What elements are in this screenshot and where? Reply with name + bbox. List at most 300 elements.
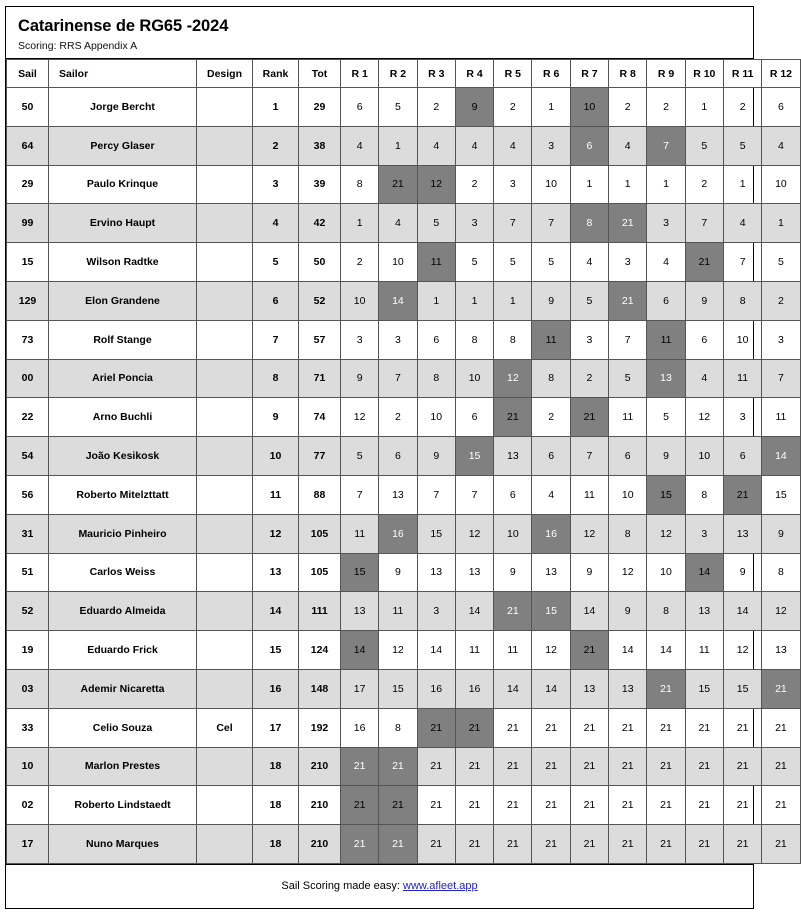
cell-race-score: 16 bbox=[455, 669, 493, 708]
cell-race-score: 6 bbox=[647, 281, 685, 320]
cell-sail: 99 bbox=[7, 204, 49, 243]
cell-race-score: 10 bbox=[762, 165, 800, 204]
cell-race-score: 2 bbox=[723, 88, 761, 127]
cell-race-score: 5 bbox=[417, 204, 455, 243]
cell-race-score: 7 bbox=[570, 437, 608, 476]
cell-race-score: 10 bbox=[685, 437, 723, 476]
cell-race-score: 10 bbox=[609, 475, 647, 514]
cell-sailor: Wilson Radtke bbox=[49, 243, 197, 282]
cell-rank: 1 bbox=[253, 88, 299, 127]
cell-race-score: 9 bbox=[762, 514, 800, 553]
cell-race-score: 2 bbox=[609, 88, 647, 127]
cell-race-score: 9 bbox=[609, 592, 647, 631]
cell-sailor: Marlon Prestes bbox=[49, 747, 197, 786]
column-header-sailor: Sailor bbox=[49, 60, 197, 88]
cell-sailor: Eduardo Frick bbox=[49, 631, 197, 670]
cell-design bbox=[197, 786, 253, 825]
cell-race-score: 21 bbox=[455, 708, 493, 747]
cell-rank: 11 bbox=[253, 475, 299, 514]
cell-rank: 8 bbox=[253, 359, 299, 398]
cell-race-score: 8 bbox=[341, 165, 379, 204]
cell-race-score: 21 bbox=[417, 747, 455, 786]
cell-race-score: 9 bbox=[570, 553, 608, 592]
cell-total: 192 bbox=[299, 708, 341, 747]
cell-design bbox=[197, 243, 253, 282]
cell-race-score: 11 bbox=[723, 359, 761, 398]
footer-label: Sail Scoring made easy: bbox=[281, 880, 404, 893]
cell-design bbox=[197, 825, 253, 864]
cell-race-score: 21 bbox=[762, 786, 800, 825]
cell-race-score: 7 bbox=[647, 126, 685, 165]
cell-race-score: 9 bbox=[723, 553, 761, 592]
cell-race-score: 6 bbox=[609, 437, 647, 476]
cell-race-score: 21 bbox=[647, 747, 685, 786]
cell-sailor: Mauricio Pinheiro bbox=[49, 514, 197, 553]
cell-race-score: 9 bbox=[532, 281, 570, 320]
cell-race-score: 21 bbox=[570, 631, 608, 670]
cell-race-score: 21 bbox=[455, 747, 493, 786]
cell-sail: 19 bbox=[7, 631, 49, 670]
column-header-r-12: R 12 bbox=[762, 60, 800, 88]
cell-race-score: 21 bbox=[417, 708, 455, 747]
cell-race-score: 21 bbox=[723, 786, 761, 825]
cell-race-score: 21 bbox=[379, 825, 417, 864]
column-header-r-5: R 5 bbox=[494, 60, 532, 88]
cell-race-score: 7 bbox=[532, 204, 570, 243]
cell-race-score: 21 bbox=[494, 398, 532, 437]
cell-total: 124 bbox=[299, 631, 341, 670]
cell-race-score: 10 bbox=[647, 553, 685, 592]
cell-race-score: 4 bbox=[455, 126, 493, 165]
cell-race-score: 7 bbox=[455, 475, 493, 514]
scoring-system-label: Scoring: RRS Appendix A bbox=[18, 40, 138, 52]
cell-sail: 129 bbox=[7, 281, 49, 320]
cell-design bbox=[197, 553, 253, 592]
cell-race-score: 5 bbox=[379, 88, 417, 127]
cell-rank: 18 bbox=[253, 747, 299, 786]
cell-race-score: 15 bbox=[762, 475, 800, 514]
cell-race-score: 1 bbox=[685, 88, 723, 127]
cell-race-score: 21 bbox=[494, 708, 532, 747]
cell-race-score: 21 bbox=[570, 747, 608, 786]
cell-race-score: 6 bbox=[341, 88, 379, 127]
cell-race-score: 4 bbox=[417, 126, 455, 165]
cell-race-score: 8 bbox=[723, 281, 761, 320]
cell-race-score: 21 bbox=[494, 786, 532, 825]
cell-race-score: 21 bbox=[762, 825, 800, 864]
cell-race-score: 5 bbox=[455, 243, 493, 282]
cell-race-score: 5 bbox=[609, 359, 647, 398]
cell-rank: 14 bbox=[253, 592, 299, 631]
cell-race-score: 11 bbox=[647, 320, 685, 359]
cell-design bbox=[197, 631, 253, 670]
cell-race-score: 4 bbox=[762, 126, 800, 165]
cell-race-score: 4 bbox=[723, 204, 761, 243]
cell-race-score: 14 bbox=[723, 592, 761, 631]
cell-race-score: 21 bbox=[570, 708, 608, 747]
cell-race-score: 8 bbox=[570, 204, 608, 243]
cell-race-score: 3 bbox=[570, 320, 608, 359]
table-row bbox=[7, 786, 801, 825]
table-row bbox=[7, 281, 801, 320]
cell-race-score: 21 bbox=[723, 475, 761, 514]
cell-race-score: 15 bbox=[647, 475, 685, 514]
cell-rank: 6 bbox=[253, 281, 299, 320]
cell-total: 39 bbox=[299, 165, 341, 204]
column-header-rank: Rank bbox=[253, 60, 299, 88]
cell-race-score: 12 bbox=[570, 514, 608, 553]
cell-race-score: 21 bbox=[455, 786, 493, 825]
cell-race-score: 12 bbox=[762, 592, 800, 631]
cell-race-score: 12 bbox=[341, 398, 379, 437]
cell-race-score: 21 bbox=[609, 281, 647, 320]
cell-race-score: 21 bbox=[494, 592, 532, 631]
cell-race-score: 6 bbox=[570, 126, 608, 165]
cell-race-score: 21 bbox=[762, 747, 800, 786]
cell-race-score: 2 bbox=[647, 88, 685, 127]
cell-total: 88 bbox=[299, 475, 341, 514]
cell-race-score: 1 bbox=[723, 165, 761, 204]
table-row bbox=[7, 631, 801, 670]
cell-race-score: 21 bbox=[570, 786, 608, 825]
cell-total: 77 bbox=[299, 437, 341, 476]
cell-sailor: Elon Grandene bbox=[49, 281, 197, 320]
cell-sail: 03 bbox=[7, 669, 49, 708]
cell-race-score: 21 bbox=[379, 786, 417, 825]
footer bbox=[6, 864, 753, 908]
cell-race-score: 21 bbox=[532, 708, 570, 747]
cell-race-score: 11 bbox=[455, 631, 493, 670]
cell-total: 111 bbox=[299, 592, 341, 631]
table-row bbox=[7, 669, 801, 708]
cell-design bbox=[197, 669, 253, 708]
cell-race-score: 14 bbox=[417, 631, 455, 670]
cell-race-score: 7 bbox=[341, 475, 379, 514]
cell-total: 105 bbox=[299, 553, 341, 592]
cell-race-score: 8 bbox=[455, 320, 493, 359]
cell-sailor: Nuno Marques bbox=[49, 825, 197, 864]
cell-race-score: 9 bbox=[494, 553, 532, 592]
cell-race-score: 1 bbox=[455, 281, 493, 320]
cell-sailor: Roberto Mitelzttatt bbox=[49, 475, 197, 514]
cell-race-score: 15 bbox=[532, 592, 570, 631]
cell-race-score: 12 bbox=[455, 514, 493, 553]
cell-sailor: Roberto Lindstaedt bbox=[49, 786, 197, 825]
cell-race-score: 6 bbox=[417, 320, 455, 359]
column-header-tot: Tot bbox=[299, 60, 341, 88]
cell-rank: 9 bbox=[253, 398, 299, 437]
column-header-design: Design bbox=[197, 60, 253, 88]
cell-race-score: 14 bbox=[570, 592, 608, 631]
column-header-r-11: R 11 bbox=[723, 60, 761, 88]
cell-race-score: 21 bbox=[647, 786, 685, 825]
cell-race-score: 21 bbox=[723, 825, 761, 864]
cell-sail: 73 bbox=[7, 320, 49, 359]
cell-race-score: 1 bbox=[532, 88, 570, 127]
cell-race-score: 2 bbox=[532, 398, 570, 437]
cell-sailor: Percy Glaser bbox=[49, 126, 197, 165]
cell-race-score: 2 bbox=[570, 359, 608, 398]
cell-race-score: 3 bbox=[417, 592, 455, 631]
cell-race-score: 13 bbox=[723, 514, 761, 553]
cell-race-score: 21 bbox=[417, 786, 455, 825]
cell-race-score: 9 bbox=[417, 437, 455, 476]
cell-race-score: 8 bbox=[762, 553, 800, 592]
cell-sail: 31 bbox=[7, 514, 49, 553]
cell-race-score: 21 bbox=[609, 747, 647, 786]
cell-race-score: 4 bbox=[379, 204, 417, 243]
cell-race-score: 1 bbox=[570, 165, 608, 204]
cell-sailor: Ademir Nicaretta bbox=[49, 669, 197, 708]
cell-rank: 17 bbox=[253, 708, 299, 747]
cell-race-score: 21 bbox=[609, 204, 647, 243]
cell-race-score: 7 bbox=[494, 204, 532, 243]
column-header-r-2: R 2 bbox=[379, 60, 417, 88]
cell-sailor: Arno Buchli bbox=[49, 398, 197, 437]
cell-total: 210 bbox=[299, 786, 341, 825]
cell-race-score: 13 bbox=[455, 553, 493, 592]
cell-race-score: 1 bbox=[609, 165, 647, 204]
cell-race-score: 13 bbox=[685, 592, 723, 631]
cell-race-score: 12 bbox=[609, 553, 647, 592]
table-row bbox=[7, 708, 801, 747]
cell-race-score: 13 bbox=[570, 669, 608, 708]
cell-race-score: 21 bbox=[379, 747, 417, 786]
cell-race-score: 11 bbox=[685, 631, 723, 670]
table-row bbox=[7, 475, 801, 514]
cell-sail: 29 bbox=[7, 165, 49, 204]
cell-race-score: 16 bbox=[341, 708, 379, 747]
cell-total: 74 bbox=[299, 398, 341, 437]
cell-race-score: 12 bbox=[685, 398, 723, 437]
cell-rank: 2 bbox=[253, 126, 299, 165]
cell-race-score: 3 bbox=[647, 204, 685, 243]
cell-sail: 52 bbox=[7, 592, 49, 631]
cell-race-score: 15 bbox=[723, 669, 761, 708]
cell-race-score: 3 bbox=[494, 165, 532, 204]
column-header-r-4: R 4 bbox=[455, 60, 493, 88]
table-row bbox=[7, 126, 801, 165]
cell-race-score: 3 bbox=[455, 204, 493, 243]
cell-total: 210 bbox=[299, 747, 341, 786]
cell-race-score: 10 bbox=[379, 243, 417, 282]
cell-race-score: 8 bbox=[685, 475, 723, 514]
cell-sail: 17 bbox=[7, 825, 49, 864]
cell-race-score: 1 bbox=[341, 204, 379, 243]
cell-race-score: 21 bbox=[762, 708, 800, 747]
cell-total: 148 bbox=[299, 669, 341, 708]
cell-race-score: 12 bbox=[379, 631, 417, 670]
cell-race-score: 4 bbox=[570, 243, 608, 282]
cell-race-score: 11 bbox=[341, 514, 379, 553]
cell-race-score: 12 bbox=[494, 359, 532, 398]
cell-race-score: 13 bbox=[341, 592, 379, 631]
table-row bbox=[7, 747, 801, 786]
cell-race-score: 3 bbox=[532, 126, 570, 165]
cell-race-score: 6 bbox=[685, 320, 723, 359]
cell-race-score: 8 bbox=[494, 320, 532, 359]
cell-sailor: Paulo Krinque bbox=[49, 165, 197, 204]
cell-race-score: 14 bbox=[494, 669, 532, 708]
cell-design bbox=[197, 204, 253, 243]
cell-design bbox=[197, 398, 253, 437]
cell-race-score: 7 bbox=[379, 359, 417, 398]
table-row bbox=[7, 592, 801, 631]
cell-race-score: 21 bbox=[379, 165, 417, 204]
cell-race-score: 21 bbox=[341, 786, 379, 825]
cell-race-score: 21 bbox=[647, 669, 685, 708]
results-frame bbox=[5, 6, 792, 909]
cell-race-score: 5 bbox=[570, 281, 608, 320]
cell-race-score: 5 bbox=[494, 243, 532, 282]
cell-race-score: 6 bbox=[455, 398, 493, 437]
cell-race-score: 21 bbox=[532, 825, 570, 864]
cell-race-score: 7 bbox=[762, 359, 800, 398]
cell-race-score: 12 bbox=[723, 631, 761, 670]
cell-sail: 22 bbox=[7, 398, 49, 437]
cell-race-score: 21 bbox=[494, 825, 532, 864]
cell-race-score: 10 bbox=[341, 281, 379, 320]
cell-race-score: 21 bbox=[762, 669, 800, 708]
cell-race-score: 8 bbox=[379, 708, 417, 747]
cell-race-score: 21 bbox=[455, 825, 493, 864]
cell-race-score: 2 bbox=[685, 165, 723, 204]
cell-race-score: 10 bbox=[417, 398, 455, 437]
cell-race-score: 21 bbox=[723, 747, 761, 786]
cell-rank: 18 bbox=[253, 786, 299, 825]
cell-race-score: 4 bbox=[685, 359, 723, 398]
cell-design bbox=[197, 747, 253, 786]
column-header-r-3: R 3 bbox=[417, 60, 455, 88]
table-row bbox=[7, 514, 801, 553]
cell-race-score: 16 bbox=[379, 514, 417, 553]
cell-race-score: 8 bbox=[532, 359, 570, 398]
cell-race-score: 5 bbox=[685, 126, 723, 165]
cell-race-score: 14 bbox=[762, 437, 800, 476]
cell-race-score: 12 bbox=[647, 514, 685, 553]
cell-rank: 13 bbox=[253, 553, 299, 592]
cell-race-score: 3 bbox=[379, 320, 417, 359]
cell-race-score: 16 bbox=[417, 669, 455, 708]
cell-race-score: 8 bbox=[609, 514, 647, 553]
cell-race-score: 5 bbox=[647, 398, 685, 437]
cell-sail: 54 bbox=[7, 437, 49, 476]
cell-race-score: 17 bbox=[341, 669, 379, 708]
cell-race-score: 21 bbox=[685, 825, 723, 864]
cell-race-score: 5 bbox=[341, 437, 379, 476]
cell-race-score: 7 bbox=[685, 204, 723, 243]
cell-sailor: Carlos Weiss bbox=[49, 553, 197, 592]
cell-total: 29 bbox=[299, 88, 341, 127]
cell-race-score: 6 bbox=[762, 88, 800, 127]
cell-race-score: 13 bbox=[494, 437, 532, 476]
cell-race-score: 21 bbox=[723, 708, 761, 747]
cell-race-score: 21 bbox=[570, 398, 608, 437]
cell-race-score: 11 bbox=[494, 631, 532, 670]
cell-race-score: 3 bbox=[341, 320, 379, 359]
cell-race-score: 10 bbox=[570, 88, 608, 127]
cell-race-score: 9 bbox=[685, 281, 723, 320]
cell-sail: 10 bbox=[7, 747, 49, 786]
cell-rank: 10 bbox=[253, 437, 299, 476]
cell-total: 210 bbox=[299, 825, 341, 864]
table-body bbox=[7, 88, 801, 864]
cell-sail: 50 bbox=[7, 88, 49, 127]
cell-design bbox=[197, 126, 253, 165]
column-header-r-10: R 10 bbox=[685, 60, 723, 88]
cell-sailor: Jorge Bercht bbox=[49, 88, 197, 127]
cell-design bbox=[197, 359, 253, 398]
cell-race-score: 16 bbox=[532, 514, 570, 553]
cell-race-score: 10 bbox=[455, 359, 493, 398]
cell-race-score: 14 bbox=[455, 592, 493, 631]
cell-race-score: 7 bbox=[723, 243, 761, 282]
cell-race-score: 21 bbox=[417, 825, 455, 864]
table-row bbox=[7, 243, 801, 282]
cell-race-score: 4 bbox=[532, 475, 570, 514]
cell-race-score: 9 bbox=[455, 88, 493, 127]
cell-race-score: 21 bbox=[647, 825, 685, 864]
cell-design bbox=[197, 320, 253, 359]
cell-total: 71 bbox=[299, 359, 341, 398]
cell-race-score: 11 bbox=[609, 398, 647, 437]
afleet-link[interactable]: www.afleet.app bbox=[403, 880, 478, 893]
cell-race-score: 13 bbox=[532, 553, 570, 592]
table-header bbox=[7, 60, 801, 88]
cell-race-score: 9 bbox=[379, 553, 417, 592]
cell-race-score: 21 bbox=[570, 825, 608, 864]
results-table bbox=[6, 59, 801, 864]
cell-race-score: 4 bbox=[609, 126, 647, 165]
cell-sail: 02 bbox=[7, 786, 49, 825]
cell-race-score: 7 bbox=[417, 475, 455, 514]
cell-race-score: 9 bbox=[647, 437, 685, 476]
cell-race-score: 3 bbox=[723, 398, 761, 437]
cell-sail: 56 bbox=[7, 475, 49, 514]
column-header-sail: Sail bbox=[7, 60, 49, 88]
column-header-r-6: R 6 bbox=[532, 60, 570, 88]
table-row bbox=[7, 165, 801, 204]
cell-race-score: 3 bbox=[609, 243, 647, 282]
cell-race-score: 21 bbox=[685, 786, 723, 825]
cell-race-score: 1 bbox=[762, 204, 800, 243]
cell-sailor: Eduardo Almeida bbox=[49, 592, 197, 631]
cell-rank: 15 bbox=[253, 631, 299, 670]
table-row bbox=[7, 88, 801, 127]
cell-race-score: 1 bbox=[494, 281, 532, 320]
table-row bbox=[7, 359, 801, 398]
cell-race-score: 2 bbox=[494, 88, 532, 127]
cell-sailor: Rolf Stange bbox=[49, 320, 197, 359]
cell-rank: 18 bbox=[253, 825, 299, 864]
column-header-r-9: R 9 bbox=[647, 60, 685, 88]
page-title: Catarinense de RG65 -2024 bbox=[18, 17, 229, 35]
cell-race-score: 10 bbox=[723, 320, 761, 359]
table-header-row bbox=[7, 60, 801, 88]
cell-design bbox=[197, 475, 253, 514]
cell-race-score: 21 bbox=[532, 786, 570, 825]
cell-sail: 64 bbox=[7, 126, 49, 165]
cell-race-score: 14 bbox=[647, 631, 685, 670]
cell-sail: 51 bbox=[7, 553, 49, 592]
table-row bbox=[7, 825, 801, 864]
cell-design bbox=[197, 281, 253, 320]
cell-design: Cel bbox=[197, 708, 253, 747]
cell-sailor: Ariel Poncia bbox=[49, 359, 197, 398]
cell-race-score: 11 bbox=[570, 475, 608, 514]
cell-sailor: Celio Souza bbox=[49, 708, 197, 747]
cell-total: 50 bbox=[299, 243, 341, 282]
